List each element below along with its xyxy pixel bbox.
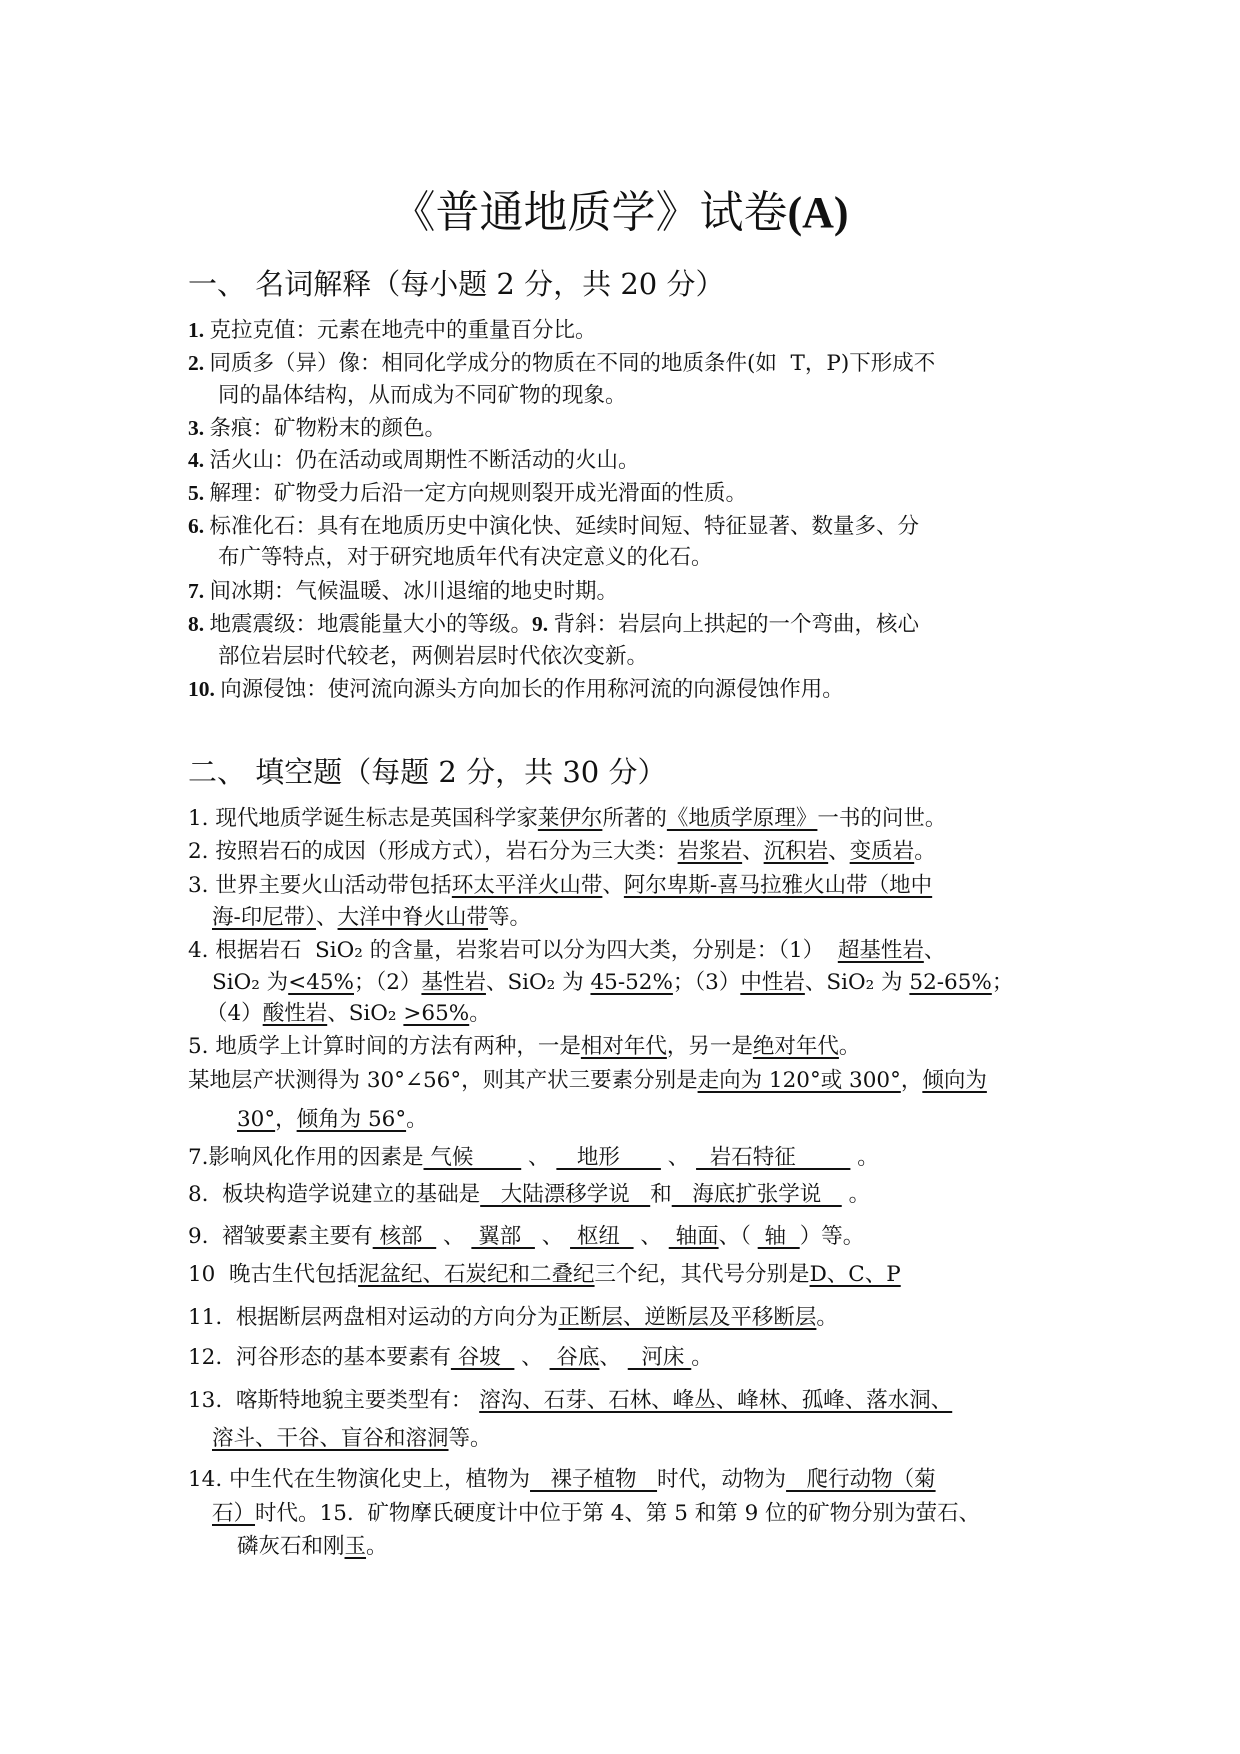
answer-blank: 大陆漂移学说	[480, 1182, 651, 1207]
answer-blank: 轴面	[668, 1224, 719, 1249]
text-segment: 、	[633, 1224, 669, 1249]
text-segment: 同质多（异）像：相同化学成分的物质在不同的地质条件(如 T，P)下形成不	[209, 351, 936, 376]
text-segment: 、	[599, 1345, 628, 1370]
text-segment: 、	[521, 1145, 557, 1170]
text-segment: 9. 褶皱要素主要有	[188, 1224, 373, 1249]
section1-line	[188, 480, 747, 507]
section2-line	[212, 970, 1013, 996]
section2-line	[188, 1182, 870, 1208]
answer-blank: 相对年代	[580, 1034, 667, 1059]
section2-line	[188, 1224, 864, 1250]
text-segment: 5. 地质学上计算时间的方法有两种，一是	[188, 1034, 581, 1059]
answer-blank: 环太平洋火山带	[451, 873, 603, 898]
text-segment: ）等。	[799, 1224, 865, 1249]
text-segment: 。	[816, 1305, 838, 1330]
answer-blank: D、C、P	[809, 1262, 901, 1287]
section1-line	[188, 676, 844, 703]
text-segment: 14. 中生代在生物演化史上，植物为	[188, 1467, 531, 1492]
section2-line	[188, 839, 936, 865]
answer-blank: <45%	[288, 970, 354, 995]
answer-blank: 爬行动物（菊	[786, 1467, 936, 1492]
text-segment: 时代。15. 矿物摩氏硬度计中位于第 4、第 5 和第 9 位的矿物分别为萤石、	[255, 1501, 981, 1526]
item-number: 6.	[188, 514, 210, 538]
section2-line	[188, 873, 932, 899]
answer-blank: 倾向为	[922, 1068, 987, 1093]
text-segment: 活火山：仍在活动或周期性不断活动的火山。	[209, 448, 640, 473]
answer-blank: 走向为 120°或 300°	[697, 1068, 901, 1093]
section2-line	[237, 1107, 428, 1133]
text-segment: 等。	[488, 905, 532, 930]
text-segment: 布广等特点，对于研究地质年代有决定意义的化石。	[218, 545, 713, 570]
section2-line	[188, 1467, 936, 1493]
answer-blank: 溶沟、石芽、石林、峰丛、峰林、孤峰、落水洞、	[479, 1388, 953, 1413]
section2-line	[188, 1388, 952, 1414]
answer-blank: 谷底	[549, 1345, 600, 1370]
answer-blank: 枢纽	[570, 1224, 634, 1249]
text-segment: 8. 板块构造学说建立的基础是	[188, 1182, 481, 1207]
text-segment: 4. 根据岩石 SiO₂ 的含量，岩浆岩可以分为四大类，分别是：（1）	[188, 938, 838, 963]
section1-line	[218, 545, 713, 571]
answer-blank: 石）	[212, 1501, 256, 1526]
section1-line	[188, 415, 446, 442]
text-segment: 7.影响风化作用的因素是	[188, 1145, 424, 1170]
answer-blank: 45-52%	[590, 970, 673, 995]
text-segment: 、	[660, 1145, 697, 1170]
text-segment: 同的晶体结构，从而成为不同矿物的现象。	[218, 383, 627, 408]
text-segment: 、	[436, 1224, 472, 1249]
answer-blank: 岩石特征	[696, 1145, 851, 1170]
text-segment: 部位岩层时代较老，两侧岩层时代依次变新。	[218, 644, 649, 669]
item-number: 4.	[188, 448, 210, 472]
section2-line	[212, 905, 531, 931]
text-segment: 12. 河谷形态的基本要素有	[188, 1345, 451, 1370]
text-segment: 磷灰石和刚	[237, 1534, 345, 1559]
answer-blank: 裸子植物	[530, 1467, 658, 1492]
text-segment: 。	[469, 1001, 491, 1026]
section1-line	[218, 644, 648, 670]
text-segment: 背斜：岩层向上拱起的一个弯曲，核心	[553, 612, 920, 637]
text-segment: 。	[406, 1107, 428, 1132]
text-segment: 。	[691, 1345, 713, 1370]
section2-line	[188, 1034, 860, 1060]
answer-blank: 变质岩	[849, 839, 915, 864]
item-number: 8.	[188, 612, 210, 636]
answer-blank: 绝对年代	[752, 1034, 839, 1059]
item-number: 5.	[188, 481, 210, 505]
text-segment: 等。	[448, 1426, 492, 1451]
section1-line	[188, 317, 597, 344]
item-number: 3.	[188, 416, 210, 440]
section2-line	[212, 1426, 492, 1452]
answer-blank: 正断层、逆断层及平移断层	[558, 1305, 817, 1330]
answer-blank: 气候	[423, 1145, 522, 1170]
text-segment: 、	[534, 1224, 571, 1249]
text-segment: 、	[923, 938, 946, 963]
section1-line	[188, 513, 919, 540]
text-segment: 三个纪，其代号分别是	[594, 1262, 810, 1287]
section1-line	[188, 447, 640, 474]
answer-blank: 阿尔卑斯-喜马拉雅火山带（地中	[623, 873, 933, 898]
text-segment: 、	[316, 905, 338, 930]
section2-line	[212, 1501, 980, 1527]
answer-blank: 倾角为 56°	[296, 1107, 407, 1132]
text-segment: 时代，动物为	[657, 1467, 787, 1492]
section1-line	[188, 350, 935, 377]
text-segment: 克拉克值：元素在地壳中的重量百分比。	[209, 318, 597, 343]
text-segment: 10 晚古生代包括	[188, 1262, 359, 1287]
text-segment: （4）	[206, 1001, 263, 1026]
text-segment: 、	[742, 839, 764, 864]
section1-heading: 一、 名词解释（每小题 2 分，共 20 分）	[188, 267, 725, 301]
text-segment: 。	[914, 839, 936, 864]
section1-line	[188, 578, 618, 605]
text-segment: ；（2）	[354, 970, 422, 995]
text-segment: 、（	[718, 1224, 758, 1249]
answer-blank: 溶斗、干谷、盲谷和溶洞	[212, 1426, 449, 1451]
answer-blank: 谷坡	[450, 1345, 515, 1370]
text-segment: 、	[514, 1345, 550, 1370]
section1-line	[218, 383, 627, 409]
text-segment: ，	[900, 1068, 923, 1093]
title-suffix: (A)	[787, 188, 849, 237]
section2-line	[188, 1305, 838, 1331]
item-number: 1.	[188, 318, 210, 342]
text-segment: 向源侵蚀：使河流向源头方向加长的作用称河流的向源侵蚀作用。	[220, 677, 844, 702]
answer-blank: 52-65%	[909, 970, 992, 995]
title-main: 《普通地质学》试卷	[391, 187, 788, 238]
text-segment: 2. 按照岩石的成因（形成方式），岩石分为三大类：	[188, 839, 678, 864]
answer-blank: 《地质学原理》	[666, 806, 818, 831]
answer-blank: 大洋中脊火山带	[337, 905, 489, 930]
text-segment: 一书的问世。	[817, 806, 947, 831]
section2-line	[237, 1534, 388, 1560]
answer-blank: 超基性岩	[837, 938, 924, 963]
text-segment: 所著的	[602, 806, 667, 831]
section2-line	[206, 1001, 491, 1027]
text-segment: 11. 根据断层两盘相对运动的方向分为	[188, 1305, 559, 1330]
answer-blank: 核部	[372, 1224, 437, 1249]
answer-blank: 30°	[237, 1107, 276, 1132]
answer-blank: 莱伊尔	[537, 806, 603, 831]
answer-blank: 酸性岩	[262, 1001, 328, 1026]
section2-line	[188, 806, 946, 832]
text-segment: 、SiO₂ 为	[804, 970, 910, 995]
answer-blank: 海底扩张学说	[671, 1182, 842, 1207]
text-segment: 1. 现代地质学诞生标志是英国科学家	[188, 806, 538, 831]
answer-blank: 翼部	[471, 1224, 535, 1249]
text-segment: 、	[602, 873, 624, 898]
text-segment: 。	[841, 1182, 871, 1207]
text-segment: 。	[838, 1034, 861, 1059]
section2-line	[188, 1145, 879, 1171]
page-title	[0, 176, 1240, 240]
text-segment: 间冰期：气候温暖、冰川退缩的地史时期。	[209, 579, 619, 604]
answer-blank: 河床	[627, 1345, 692, 1370]
text-segment: ，	[275, 1107, 297, 1132]
answer-blank: 轴	[757, 1224, 800, 1249]
text-segment: 解理：矿物受力后沿一定方向规则裂开成光滑面的性质。	[209, 481, 748, 506]
item-number: 10.	[188, 677, 221, 701]
answer-blank: >65%	[403, 1001, 470, 1026]
text-segment: ，另一是	[666, 1034, 753, 1059]
section2-line	[188, 1068, 987, 1094]
answer-blank: 沉积岩	[763, 839, 829, 864]
text-segment: 。	[366, 1534, 388, 1559]
answer-blank: 基性岩	[421, 970, 486, 995]
answer-blank: 岩浆岩	[677, 839, 743, 864]
answer-blank: 地形	[556, 1145, 661, 1170]
text-segment: 条痕：矿物粉末的颜色。	[209, 416, 447, 441]
text-segment: 、SiO₂ 为	[485, 970, 591, 995]
text-segment: 、SiO₂	[327, 1001, 404, 1026]
section2-line	[188, 1345, 713, 1371]
section2-line	[188, 938, 945, 964]
text-segment: 、	[828, 839, 850, 864]
answer-blank: 玉	[344, 1534, 367, 1559]
text-segment: 和	[650, 1182, 672, 1207]
text-segment: 13. 喀斯特地貌主要类型有：	[188, 1388, 480, 1413]
section2-heading: 二、 填空题（每题 2 分，共 30 分）	[188, 755, 667, 789]
text-segment: SiO₂ 为	[212, 970, 289, 995]
text-segment: 地震震级：地震能量大小的等级。	[209, 612, 533, 637]
item-number: 7.	[188, 579, 210, 603]
text-segment: 标准化石：具有在地质历史中演化快、延续时间短、特征显著、数量多、分	[209, 514, 920, 539]
answer-blank: 泥盆纪、石炭纪和二叠纪	[358, 1262, 595, 1287]
text-segment: 。	[850, 1145, 879, 1170]
text-segment: ；（3）	[672, 970, 741, 995]
answer-blank: 海-印尼带）	[212, 905, 317, 930]
section2-line	[188, 1262, 901, 1288]
text-segment: 3. 世界主要火山活动带包括	[188, 873, 452, 898]
item-number: 2.	[188, 351, 210, 375]
text-segment: ；	[991, 970, 1014, 995]
answer-blank: 中性岩	[740, 970, 805, 995]
section1-line	[188, 611, 919, 638]
item-number: 9.	[532, 612, 554, 636]
text-segment: 某地层产状测得为 30°∠56°，则其产状三要素分别是	[188, 1068, 698, 1093]
